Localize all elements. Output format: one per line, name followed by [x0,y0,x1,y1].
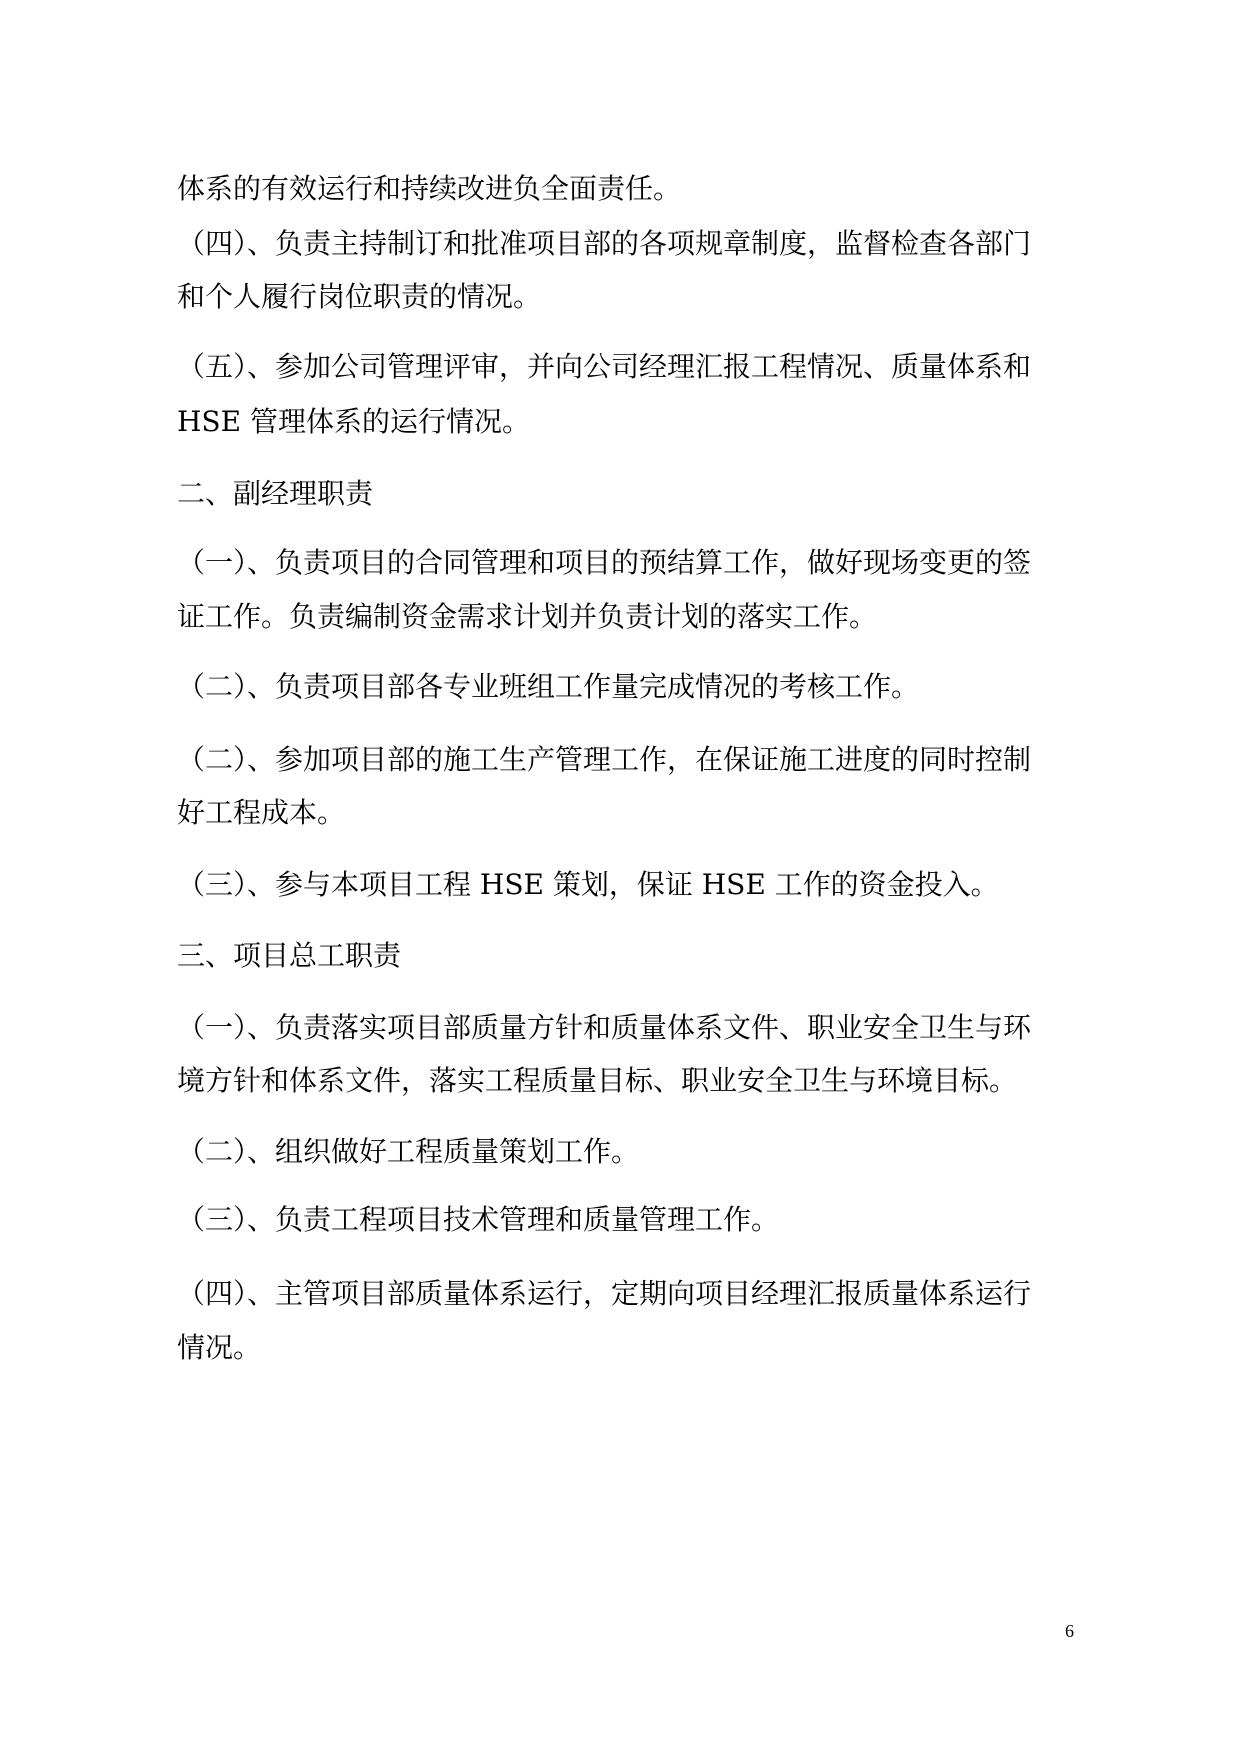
section-heading: 三、项目总工职责 [177,939,402,972]
text-line: 好工程成本。 [177,796,346,829]
text-line: （二）、负责项目部各专业班组工作量完成情况的考核工作。 [177,670,920,703]
text-line: 证工作。负责编制资金需求计划并负责计划的落实工作。 [177,600,878,633]
text-line: （五）、参加公司管理评审，并向公司经理汇报工程情况、质量体系和 [177,350,1032,383]
text-line: 体系的有效运行和持续改进负全面责任。 [177,172,682,205]
section-heading: 二、副经理职责 [177,477,374,510]
page-number: 6 [1065,1621,1074,1641]
text-line: （一）、负责落实项目部质量方针和质量体系文件、职业安全卫生与环 [177,1011,1032,1044]
text-line: （四）、负责主持制订和批准项目部的各项规章制度，监督检查各部门 [177,227,1032,260]
text-line: （三）、负责工程项目技术管理和质量管理工作。 [177,1203,780,1236]
text-line: 情况。 [177,1331,262,1364]
text-line: 境方针和体系文件，落实工程质量目标、职业安全卫生与环境目标。 [177,1064,1018,1097]
text-line: （二）、参加项目部的施工生产管理工作，在保证施工进度的同时控制 [177,743,1032,776]
text-line: HSE 管理体系的运行情况。 [177,405,530,438]
text-line: （一）、负责项目的合同管理和项目的预结算工作，做好现场变更的签 [177,546,1032,579]
text-line: 和个人履行岗位职责的情况。 [177,280,542,313]
text-line: （四）、主管项目部质量体系运行，定期向项目经理汇报质量体系运行 [177,1277,1032,1310]
text-line: （二）、组织做好工程质量策划工作。 [177,1135,640,1168]
text-line: （三）、参与本项目工程 HSE 策划，保证 HSE 工作的资金投入。 [177,868,999,901]
